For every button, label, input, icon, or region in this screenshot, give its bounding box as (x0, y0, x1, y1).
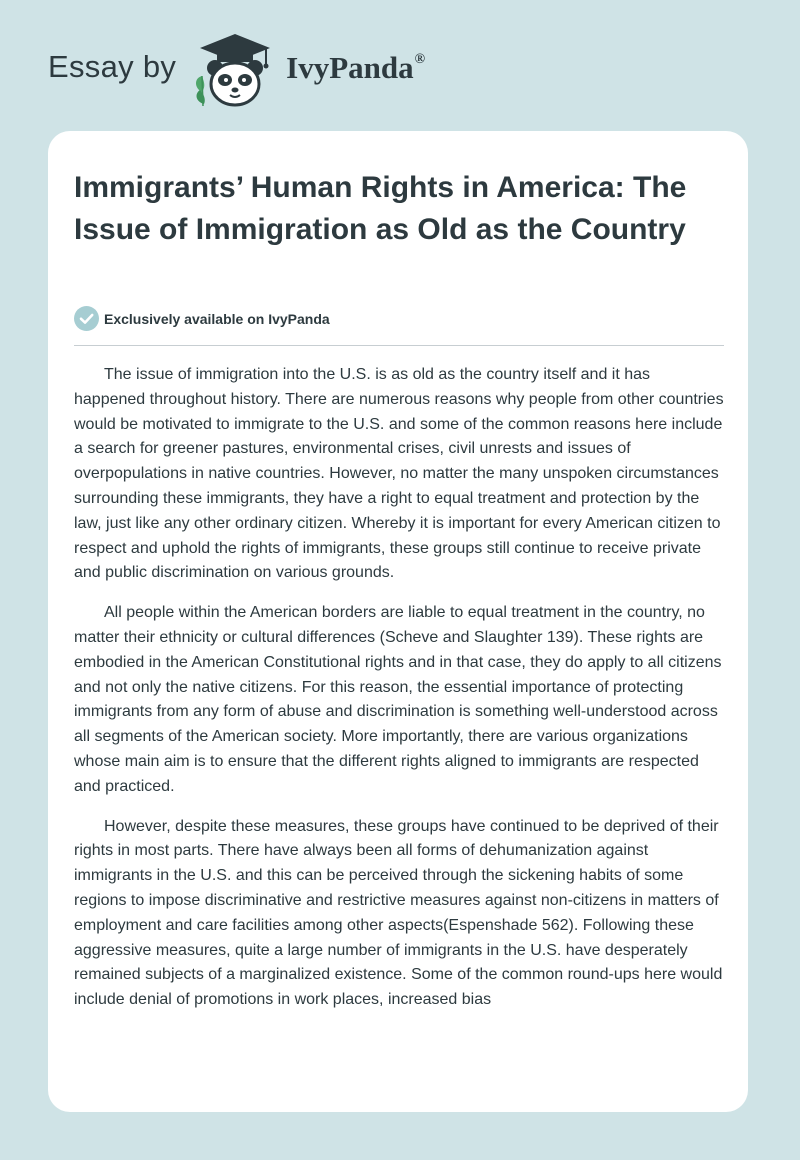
exclusive-label: Exclusively available on IvyPanda (104, 310, 330, 327)
panda-logo-icon[interactable] (190, 30, 280, 110)
essay-card (48, 131, 748, 1112)
paragraph: The issue of immigration into the U.S. is as old as the country itself and it has happened throughout history. There are numerous reasons why people from other countries would be motivated to immigrate to the U.S. and some of the common reasons here include a search for greener pastures, environmental crises, civil unrests and issues of overpopulations in native countries. However, no matter the many unspoken circumstances surrounding these immigrants, they have a right to equal treatment and protection by the law, just like any other ordinary citizen. Whereby it is important for every American citizen to respect and uphold the rights of immigrants, these groups still continue to receive private and public discrimination on various grounds. (74, 366, 724, 582)
essay-title: Immigrants’ Human Rights in America: The Issue of Immigration as Old as the Country (74, 171, 687, 246)
paragraph: However, despite these measures, these groups have continued to be deprived of their rights in most parts. There have always been all forms of dehumanization against immigrants in the U.S. and this can be perceived through the sickening habits of some regions to impose discriminative and restrictive measures against non-citizens in matters of employment and care facilities among other aspects(Espenshade 562). Following these aggressive measures, quite a large number of immigrants in the U.S. have desperately remained subjects of a marginalized existence. Some of the common round-ups here would include denial of promotions in work places, increased bias (74, 817, 723, 1009)
essay-body (74, 363, 724, 1028)
site-header (48, 30, 425, 110)
check-circle-icon (74, 306, 99, 331)
paragraph: All people within the American borders are liable to equal treatment in the country, no matter their ethnicity or cultural differences (Scheve and Slaughter 139). These rights are embodied in the American Constitutional rights and in that case, they do apply to all citizens and not only the native citizens. For this reason, the essential importance of protecting immigrants from any form of abuse and discrimination is something well-understood across all segments of the American society. More importantly, there are various organizations whose main aim is to ensure that the different rights aligned to immigrants are respected and practiced. (74, 604, 722, 795)
registered-mark: ® (414, 52, 426, 67)
exclusive-badge (74, 306, 330, 331)
essay-by-label: Essay by (48, 49, 177, 84)
brand-name: IvyPanda® (286, 50, 426, 85)
divider (74, 345, 724, 346)
